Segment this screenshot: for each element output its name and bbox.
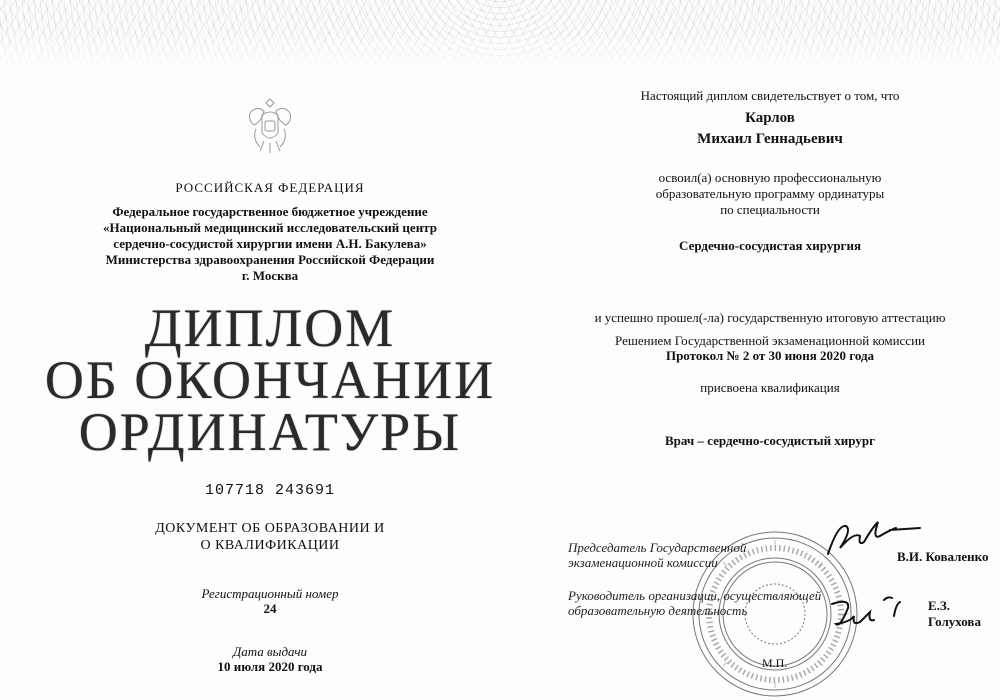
registration-number: 24 — [263, 601, 277, 616]
chair-label-line: экзаменационной комиссии — [568, 555, 718, 570]
head-signature-icon — [822, 586, 922, 636]
program-statement-line: освоил(а) основную профессиональную — [658, 170, 882, 185]
graduate-name: Михаил Геннадьевич — [697, 131, 843, 147]
institution-line: Министерства здравоохранения Российской Федерации — [105, 252, 435, 267]
left-page — [30, 0, 510, 700]
institution-line: Федеральное государственное бюджетное учреждение — [112, 204, 428, 219]
attestation-text: и успешно прошел(-ла) государственную итоговую аттестацию — [594, 310, 946, 325]
country-name: РОССИЙСКАЯ ФЕДЕРАЦИЯ — [175, 180, 365, 195]
organization-head-label — [568, 588, 828, 618]
right-page — [540, 0, 1000, 700]
intro-text: Настоящий диплом свидетельствует о том, что — [640, 88, 900, 103]
organization-head-name: Е.З. Голухова — [928, 598, 981, 629]
serial-number: 107718 243691 — [204, 482, 336, 499]
program-statement-line: образовательную программу ординатуры — [655, 186, 885, 201]
seal-placeholder-label: М.П. — [762, 656, 788, 670]
specialty: Сердечно-сосудистая хирургия — [679, 238, 861, 253]
graduate-surname: Карлов — [745, 110, 795, 126]
diploma-title-line-1: ДИПЛОМ — [144, 298, 396, 358]
institution-block — [30, 204, 510, 284]
institution-line: «Национальный медицинский исследовательский центр — [103, 220, 437, 235]
issue-date-label: Дата выдачи — [232, 644, 308, 659]
program-statement-line: по специальности — [720, 202, 820, 217]
diploma-title-line-2: ОБ ОКОНЧАНИИ — [44, 350, 496, 410]
coat-of-arms-icon — [242, 95, 298, 155]
protocol-number: Протокол № 2 от 30 июня 2020 года — [665, 348, 875, 363]
diploma-title-line-3: ОРДИНАТУРЫ — [78, 402, 462, 462]
head-label-line: образовательную деятельность — [568, 603, 748, 618]
document-type-line: ДОКУМЕНТ ОБ ОБРАЗОВАНИИ И — [155, 521, 385, 536]
institution-line: сердечно-сосудистой хирургии имени А.Н. Бакулева» — [113, 236, 427, 251]
registration-number-label: Регистрационный номер — [201, 586, 339, 601]
institution-line: г. Москва — [241, 268, 299, 283]
qualification: Врач – сердечно-сосудистый хирург — [665, 433, 875, 448]
chair-label-line: Председатель Государственной — [568, 540, 747, 555]
program-statement — [540, 170, 1000, 218]
commission-chair-name: В.И. Коваленко — [897, 549, 989, 564]
qualification-assigned-label: присвоена квалификация — [700, 380, 840, 395]
head-label-line: Руководитель организации, осуществляющей — [568, 588, 822, 603]
commission-chair-label — [568, 540, 778, 570]
issue-date: 10 июля 2020 года — [217, 659, 323, 674]
document-type-line: О КВАЛИФИКАЦИИ — [200, 538, 340, 553]
commission-decision: Решением Государственной экзаменационной комиссии — [615, 333, 925, 348]
document-type — [30, 520, 510, 554]
